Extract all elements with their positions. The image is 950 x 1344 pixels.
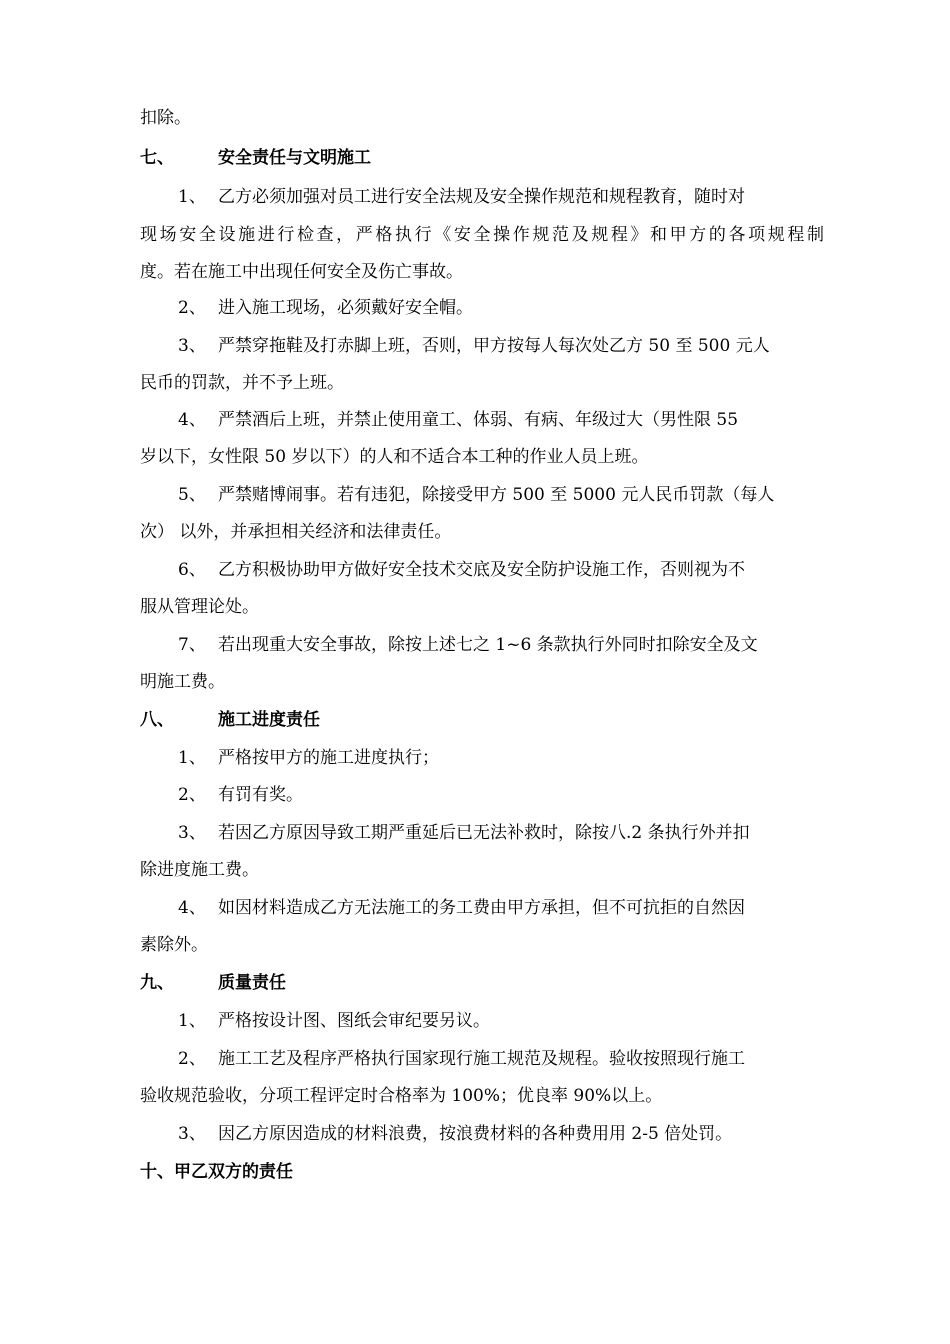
clause-number: 1、	[178, 187, 206, 207]
section-heading-8	[140, 707, 320, 733]
section-number: 九、	[140, 973, 174, 993]
paragraph-line: 验收规范验收，分项工程评定时合格率为 100%；优良率 90%以上。	[140, 1086, 663, 1106]
clause-text: 若因乙方原因导致工期严重延后已无法补救时，除按八.2 条执行外并扣	[218, 823, 750, 843]
clause-number: 1、	[178, 748, 206, 768]
paragraph-line: 扣除。	[140, 108, 191, 128]
clause-number: 7、	[178, 635, 206, 655]
clause-number: 4、	[178, 410, 206, 430]
section-heading-10: 十、甲乙双方的责任	[140, 1162, 293, 1182]
paragraph-line: 服从管理论处。	[140, 597, 259, 617]
clause-number: 3、	[178, 336, 206, 356]
clause-7-1	[178, 184, 824, 210]
clause-7-4	[178, 407, 738, 433]
clause-8-3	[178, 820, 750, 846]
clause-text: 严禁酒后上班，并禁止使用童工、体弱、有病、年级过大（男性限 55	[218, 410, 739, 430]
clause-text: 乙方必须加强对员工进行安全法规及安全操作规范和规程教育，随时对	[218, 187, 745, 207]
clause-8-2	[178, 782, 303, 808]
clause-text: 进入施工现场，必须戴好安全帽。	[218, 298, 473, 318]
clause-number: 5、	[178, 485, 206, 505]
clause-8-4	[178, 895, 745, 921]
clause-9-1	[178, 1008, 490, 1034]
clause-number: 2、	[178, 785, 206, 805]
paragraph-line: 素除外。	[140, 935, 208, 955]
clause-text: 严禁穿拖鞋及打赤脚上班，否则，甲方按每人每次处乙方 50 至 500 元人	[218, 336, 770, 356]
section-title: 质量责任	[218, 973, 286, 993]
clause-number: 3、	[178, 823, 206, 843]
paragraph-line: 岁以下，女性限 50 岁以下）的人和不适合本工种的作业人员上班。	[140, 447, 649, 467]
section-number: 七、	[140, 148, 174, 168]
paragraph-line: 现场安全设施进行检查，严格执行《安全操作规范及规程》和甲方的各项规程制	[140, 225, 824, 245]
clause-number: 4、	[178, 898, 206, 918]
clause-7-3	[178, 333, 770, 359]
clause-7-7	[178, 632, 758, 658]
clause-9-3	[178, 1121, 732, 1147]
clause-text: 严格按甲方的施工进度执行；	[218, 748, 439, 768]
clause-text: 若出现重大安全事故，除按上述七之 1~6 条款执行外同时扣除安全及文	[218, 635, 758, 655]
clause-text: 因乙方原因造成的材料浪费，按浪费材料的各种费用用 2-5 倍处罚。	[218, 1124, 733, 1144]
clause-number: 2、	[178, 1049, 206, 1069]
paragraph-line: 度。若在施工中出现任何安全及伤亡事故。	[140, 262, 463, 282]
clause-8-1	[178, 745, 439, 771]
clause-text: 如因材料造成乙方无法施工的务工费由甲方承担，但不可抗拒的自然因	[218, 898, 745, 918]
section-title: 施工进度责任	[218, 710, 320, 730]
clause-7-6	[178, 557, 745, 583]
clause-number: 1、	[178, 1011, 206, 1031]
clause-text: 乙方积极协助甲方做好安全技术交底及安全防护设施工作，否则视为不	[218, 560, 745, 580]
section-number: 八、	[140, 710, 174, 730]
section-heading-9	[140, 970, 286, 996]
paragraph-line: 次） 以外，并承担相关经济和法律责任。	[140, 522, 452, 542]
paragraph-line: 民币的罚款，并不予上班。	[140, 373, 344, 393]
clause-text: 严禁赌博闹事。若有违犯，除接受甲方 500 至 5000 元人民币罚款（每人	[218, 485, 775, 505]
clause-number: 3、	[178, 1124, 206, 1144]
clause-7-2	[178, 295, 473, 321]
clause-text: 施工工艺及程序严格执行国家现行施工规范及规程。验收按照现行施工	[218, 1049, 745, 1069]
section-title: 安全责任与文明施工	[218, 148, 371, 168]
paragraph-line: 除进度施工费。	[140, 860, 259, 880]
paragraph-line: 明施工费。	[140, 672, 225, 692]
clause-number: 2、	[178, 298, 206, 318]
clause-text: 有罚有奖。	[218, 785, 303, 805]
clause-number: 6、	[178, 560, 206, 580]
clause-text: 严格按设计图、图纸会审纪要另议。	[218, 1011, 490, 1031]
section-heading-7	[140, 145, 371, 171]
clause-9-2	[178, 1046, 745, 1072]
clause-7-5	[178, 482, 774, 508]
